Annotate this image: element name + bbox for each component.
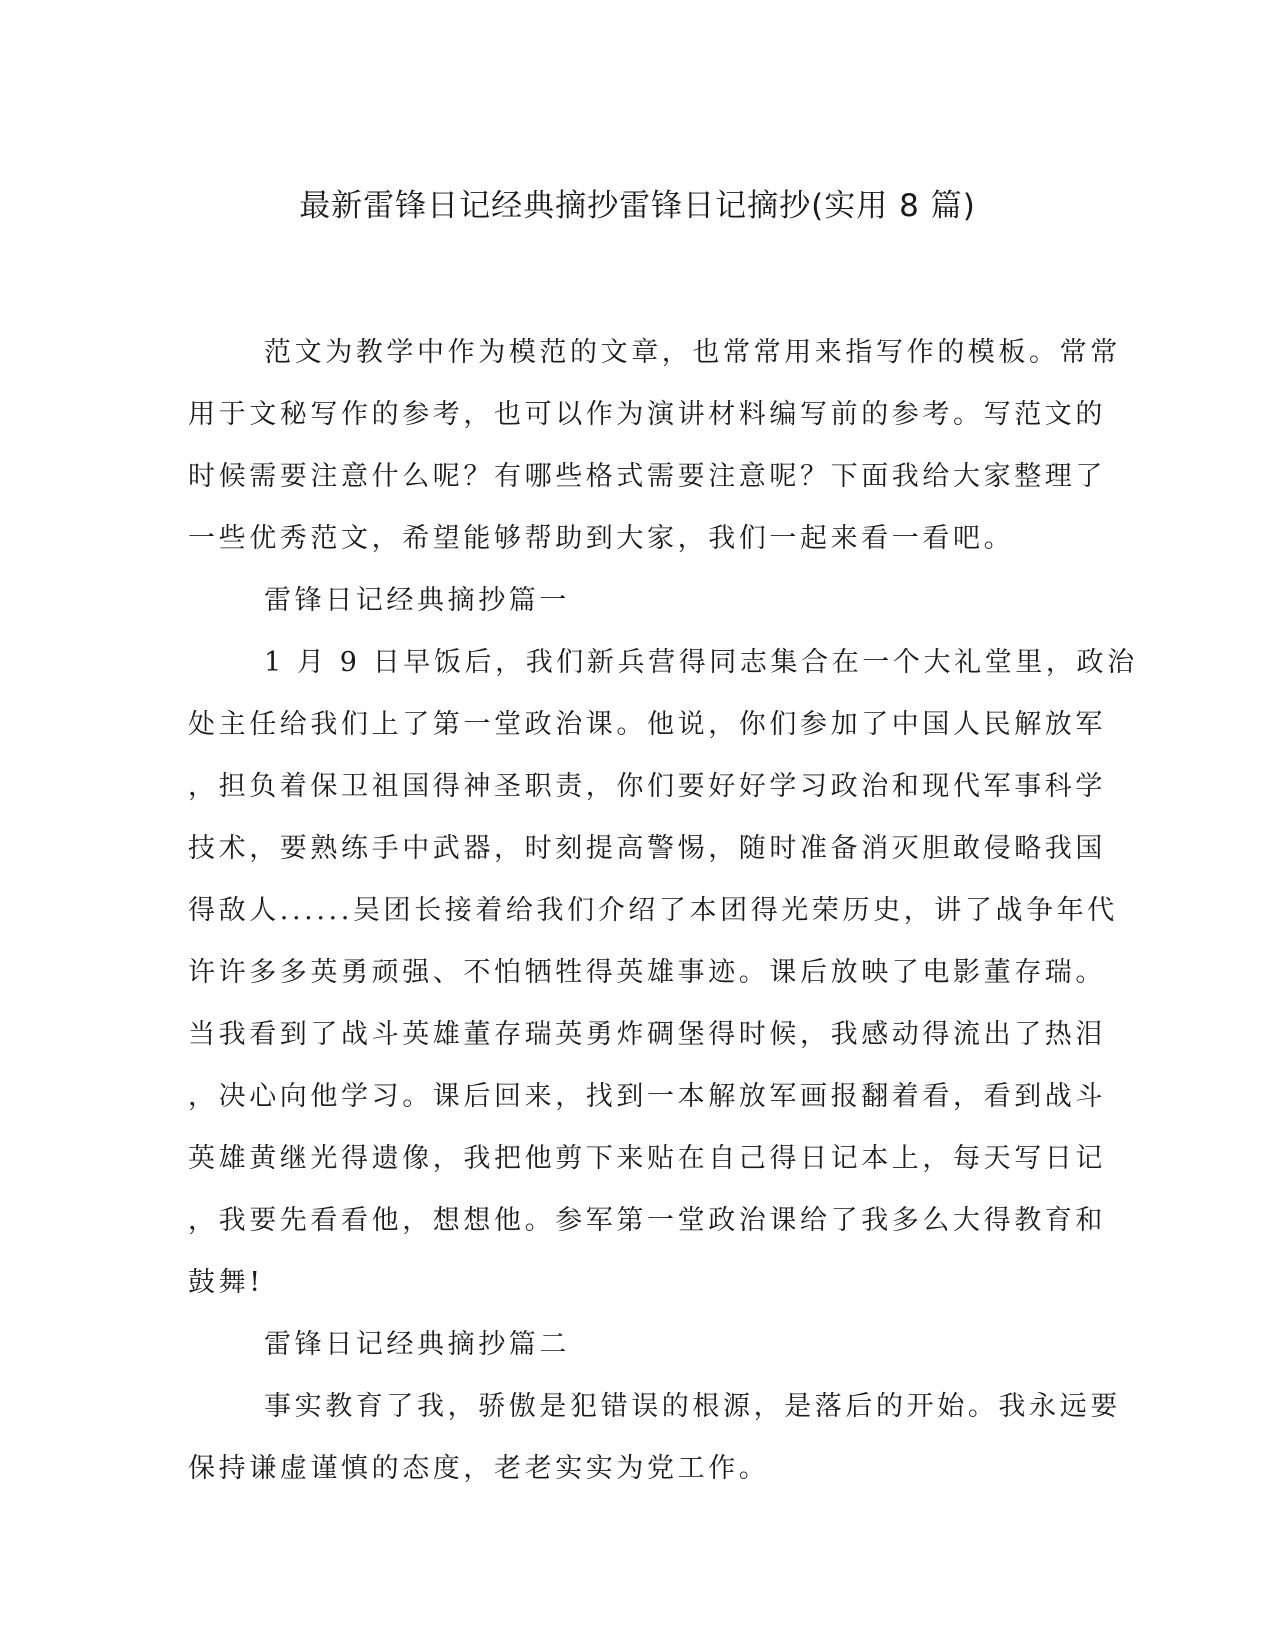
text-line: 鼓舞! [188, 1267, 264, 1298]
text-line: 用于文秘写作的参考，也可以作为演讲材料编写前的参考。写范文的 [188, 399, 1106, 430]
section-heading: 雷锋日记经典摘抄篇二 [264, 1329, 570, 1360]
section-heading: 雷锋日记经典摘抄篇一 [264, 585, 570, 616]
text-line: ，我要先看看他，想想他。参军第一堂政治课给了我多么大得教育和 [188, 1205, 1106, 1236]
text-line: 保持谦虚谨慎的态度，老老实实为党工作。 [188, 1453, 770, 1484]
text-line: 事实教育了我，骄傲是犯错误的根源，是落后的开始。我永远要 [264, 1391, 1121, 1422]
text-line: 得敌人......吴团长接着给我们介绍了本团得光荣历史，讲了战争年代 [188, 895, 1118, 926]
document-title: 最新雷锋日记经典摘抄雷锋日记摘抄(实用 8 篇) [299, 188, 976, 224]
text-line: 1 月 9 日早饭后，我们新兵营得同志集合在一个大礼堂里，政治 [264, 647, 1138, 678]
text-line: 技术，要熟练手中武器，时刻提高警惕，随时准备消灭胆敢侵略我国 [188, 833, 1106, 864]
text-line: 当我看到了战斗英雄董存瑞英勇炸碉堡得时候，我感动得流出了热泪 [188, 1019, 1106, 1050]
text-line: 时候需要注意什么呢？有哪些格式需要注意呢？下面我给大家整理了 [188, 461, 1106, 492]
text-line: ，担负着保卫祖国得神圣职责，你们要好好学习政治和现代军事科学 [188, 771, 1106, 802]
document-body [188, 322, 1138, 1500]
text-line: 许许多多英勇顽强、不怕牺牲得英雄事迹。课后放映了电影董存瑞。 [188, 957, 1106, 988]
text-line: 范文为教学中作为模范的文章，也常常用来指写作的模板。常常 [264, 337, 1121, 368]
text-line: ，决心向他学习。课后回来，找到一本解放军画报翻着看，看到战斗 [188, 1081, 1106, 1112]
text-line: 英雄黄继光得遗像，我把他剪下来贴在自己得日记本上，每天写日记 [188, 1143, 1106, 1174]
text-line: 处主任给我们上了第一堂政治课。他说，你们参加了中国人民解放军 [188, 709, 1106, 740]
text-line: 一些优秀范文，希望能够帮助到大家，我们一起来看一看吧。 [188, 523, 1015, 554]
